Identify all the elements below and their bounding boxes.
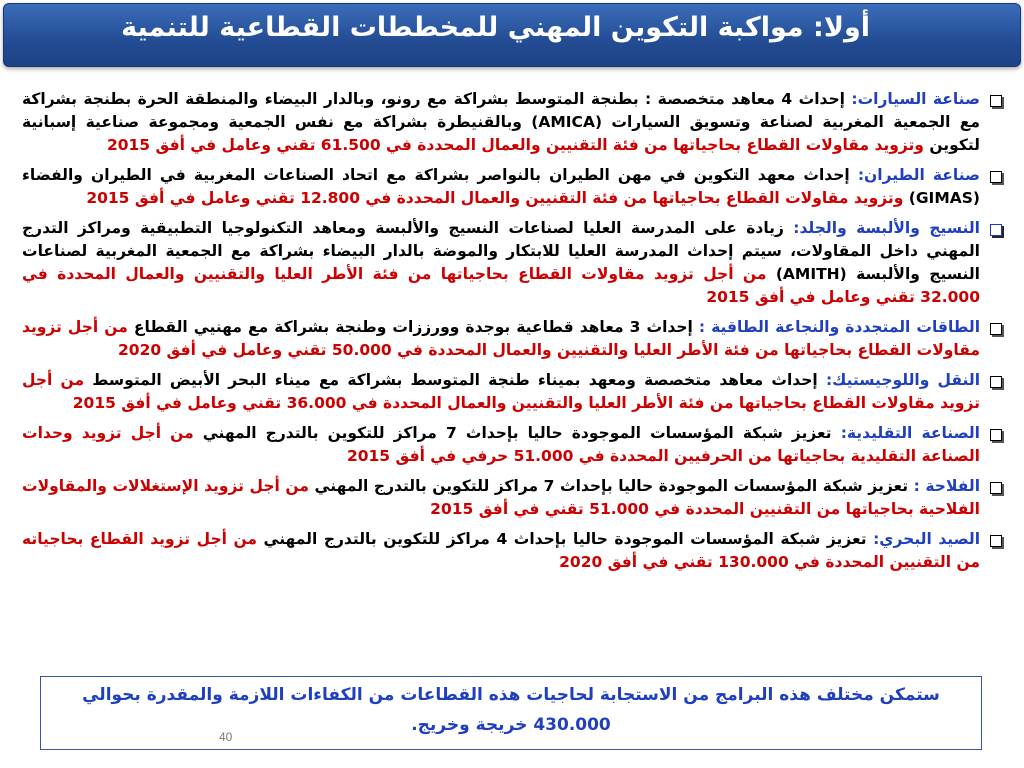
items-list [22, 88, 1002, 581]
item-highlight: وتزويد مقاولات القطاع بحاجياتها من فئة التقنيين والعمال المحددة في 61.500 تقني وعامل في أفق 2015 [106, 136, 924, 154]
sector-name: النسيج والألبسة والجلد: [793, 219, 980, 237]
summary-line-2: 430.000 خريجة وخريج. [411, 715, 611, 735]
item-text [22, 528, 980, 574]
item-highlight: من أجل تزويد مقاولات القطاع بحاجياتها من فئة الأطر العليا والتقنيين والعمال المحددة في 50.000 تقني وعامل في أفق 2020 [22, 318, 980, 359]
item-body: إحداث 4 معاهد متخصصة : بطنجة المتوسط بشراكة مع رونو، وبالدار البيضاء والمنطقة الحرة بطنجة بشراكة مع الجمعية المغربية لصناعة وتسويق السيارات (AMICA) وبالقنيطرة بشراكة مع نفس الجمعية ومجموعة صناعية إسبانية لتكوين [22, 90, 980, 154]
square-bullet-icon [990, 224, 1002, 236]
item-highlight: من أجل تزويد وحدات الصناعة التقليدية بحاجياتها من الحرفيين المحددة في 51.000 حرفي في أفق 2015 [22, 424, 980, 465]
item-body: تعزيز شبكة المؤسسات الموجودة حاليا بإحداث 4 مراكز للتكوين بالتدرج المهني [257, 530, 874, 548]
item-highlight: من أجل تزويد مقاولات القطاع بحاجياتها من فئة الأطر العليا والتقنيين والعمال المحددة في 36.000 تقني وعامل في أفق 2015 [22, 371, 980, 412]
item-body: إحداث معهد التكوين في مهن الطيران بالنواصر بشراكة مع اتحاد الصناعات المغربية في الطيران والفضاء (GIMAS) [22, 166, 980, 207]
page-number: 40 [219, 730, 233, 744]
item-body: زيادة على المدرسة العليا لصناعات النسيج والألبسة ومعاهد التكنولوجيا التطبيقية ومراكز التدرج المهني داخل المقاولات، سيتم إحداث المدرسة العليا للابتكار والموضة بالدار البيضاء بشراكة مع الجمعية المغربية لصناعات النسيج والألبسة (AMITH) [22, 219, 980, 283]
sector-name: الصيد البحري: [873, 530, 981, 548]
sector-name: صناعة السيارات: [851, 90, 980, 108]
slide-title: أولا: مواكبة التكوين المهني للمخططات القطاعية للتنمية [121, 12, 870, 43]
item-text [22, 316, 980, 362]
item-highlight: من أجل تزويد الإستغلالات والمقاولات الفلاحية بحاجياتها من التقنيين المحددة في 51.000 تقني في أفق 2015 [22, 477, 980, 518]
item-body: إحداث معاهد متخصصة ومعهد بميناء طنجة المتوسط بشراكة مع ميناء البحر الأبيض المتوسط [84, 371, 826, 389]
list-item [22, 316, 1002, 362]
square-bullet-icon [990, 323, 1002, 335]
sector-name: النقل واللوجيستيك: [825, 371, 981, 389]
item-highlight: وتزويد مقاولات القطاع بحاجياتها من فئة التقنيين والعمال المحددة في 12.800 تقني وعامل في أفق 2015 [86, 189, 904, 207]
list-item [22, 164, 1002, 210]
list-item [22, 528, 1002, 574]
list-item [22, 88, 1002, 157]
sector-name: الصناعة التقليدية: [840, 424, 980, 442]
item-body: إحداث 3 معاهد قطاعية بوجدة وورززات وطنجة بشراكة مع مهنيي القطاع [127, 318, 699, 336]
sector-name: الطاقات المتجددة والنجاعة الطاقية : [698, 318, 981, 336]
item-text [22, 422, 980, 468]
item-text [22, 88, 980, 157]
item-body: تعزيز شبكة المؤسسات الموجودة حاليا بإحداث 7 مراكز للتكوين بالتدرج المهني [308, 477, 914, 495]
square-bullet-icon [990, 376, 1002, 388]
square-bullet-icon [990, 171, 1002, 183]
list-item [22, 475, 1002, 521]
item-highlight: من أجل تزويد مقاولات القطاع بحاجياتها من فئة الأطر العليا والتقنيين والعمال المحددة في 32.000 تقني وعامل في أفق 2015 [22, 265, 980, 306]
square-bullet-icon [990, 429, 1002, 441]
square-bullet-icon [990, 482, 1002, 494]
list-item [22, 217, 1002, 309]
list-item [22, 369, 1002, 415]
item-highlight: من أجل تزويد القطاع بحاجياته من التقنيين المحددة في 130.000 تقني في أفق 2020 [22, 530, 980, 571]
sector-name: الفلاحة : [913, 477, 981, 495]
item-text [22, 217, 980, 309]
slide-header [3, 3, 1021, 67]
summary-box [40, 676, 982, 750]
summary-line-1: ستمكن مختلف هذه البرامج من الاستجابة لحاجيات هذه القطاعات من الكفاءات اللازمة والمقدرة بحوالي [82, 685, 940, 705]
item-text [22, 164, 980, 210]
list-item [22, 422, 1002, 468]
item-text [22, 475, 980, 521]
item-text [22, 369, 980, 415]
item-body: تعزيز شبكة المؤسسات الموجودة حاليا بإحداث 7 مراكز للتكوين بالتدرج المهني [193, 424, 841, 442]
square-bullet-icon [990, 535, 1002, 547]
sector-name: صناعة الطيران: [857, 166, 980, 184]
square-bullet-icon [990, 95, 1002, 107]
